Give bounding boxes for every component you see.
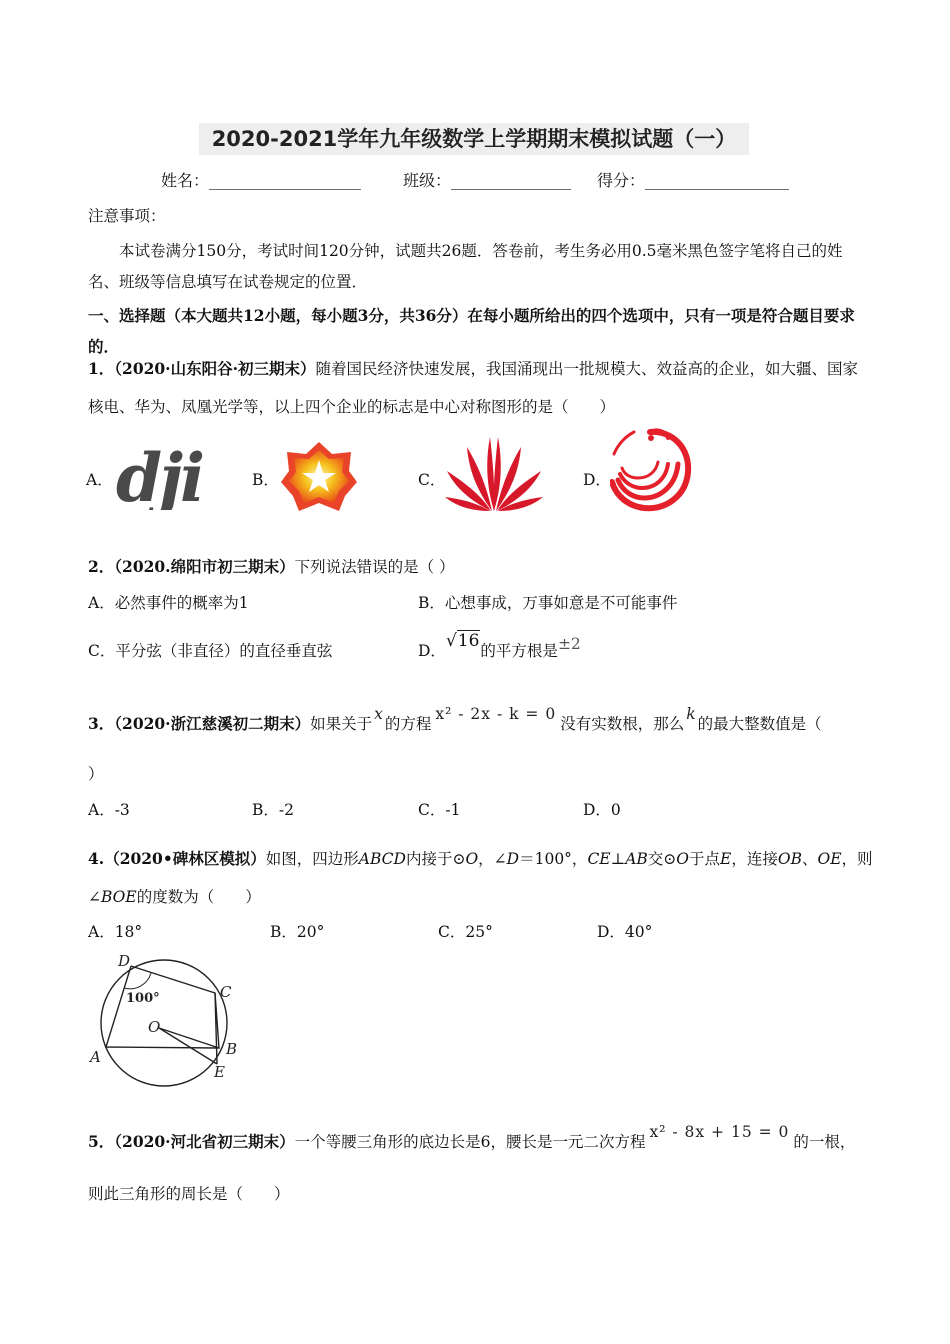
q5-stem-1: 一个等腰三角形的底边长是6，腰长是一元二次方程 xyxy=(294,1133,646,1151)
name-label: 姓名： xyxy=(161,171,210,190)
question-2 xyxy=(88,555,455,577)
q4-text: ，连接 xyxy=(731,850,778,868)
q3-stem-3: 没有实数根，那么 xyxy=(560,715,685,733)
segment-ce xyxy=(215,993,217,1064)
q4-var: ABCD xyxy=(358,850,406,868)
q1-source: （2020·山东阳谷·初三期末） xyxy=(114,359,316,378)
q4-text: ＝100°， xyxy=(519,850,588,868)
label-b: B xyxy=(226,1040,238,1058)
q4-text: ，∠ xyxy=(478,850,507,868)
q1-stem: 随着国民经济快速发展，我国涌现出一批规模大、效益高的企业，如大疆、国家核电、华为、凤凰光学等，以上四个企业的标志是中心对称图形的是（ ） xyxy=(88,360,858,416)
q4-text: 如图，四边形 xyxy=(265,850,359,868)
sqrt-radicand: 16 xyxy=(457,631,480,651)
score-label: 得分： xyxy=(597,171,646,190)
q4-var: OE xyxy=(817,850,842,868)
q3-option-c[interactable]: C．-1 xyxy=(418,801,461,819)
q4-text: 、 xyxy=(801,850,818,868)
q3-stem-2: 的方程 xyxy=(384,715,432,733)
score-blank: __________________ xyxy=(645,171,790,190)
label-e: E xyxy=(214,1063,225,1081)
huawei-logo[interactable] xyxy=(443,433,545,517)
segment-ob xyxy=(159,1028,219,1048)
dji-logo-text: dji xyxy=(116,446,203,510)
q3-stem-1: 如果关于 xyxy=(310,715,373,733)
q4-var: CE xyxy=(587,850,611,868)
exam-title: 2020-2021学年九年级数学上学期期末模拟试题（一） xyxy=(199,123,749,155)
q2-option-d-suffix: 的平方根是 xyxy=(480,642,558,660)
label-c: C xyxy=(220,983,232,1001)
q4-text: 于点 xyxy=(689,850,721,868)
q2-option-d[interactable] xyxy=(418,631,581,661)
q1-option-b-label: B． xyxy=(252,471,279,489)
q5-number: 5． xyxy=(88,1132,115,1151)
q1-option-c-label: C． xyxy=(418,471,446,489)
q3-var-x: x xyxy=(374,705,383,723)
q2-option-c[interactable]: C．平分弦（非直径）的直径垂直弦 xyxy=(88,642,333,660)
segment-oe xyxy=(159,1028,217,1064)
dji-logo[interactable] xyxy=(114,446,229,514)
q2-stem: 下列说法错误的是（ ） xyxy=(294,558,455,576)
q3-equation: x² - 2x - k = 0 xyxy=(435,705,557,723)
question-1 xyxy=(88,350,873,426)
q4-option-c[interactable]: C．25° xyxy=(438,923,493,941)
question-4 xyxy=(88,840,873,916)
q4-text: 的度数为（ ） xyxy=(136,888,261,906)
q4-option-b[interactable]: B．20° xyxy=(270,923,325,941)
q4-source: （2020•碑林区模拟） xyxy=(104,849,266,868)
q3-number: 3． xyxy=(88,714,115,733)
question-5 xyxy=(88,1123,856,1152)
q4-var: D xyxy=(506,850,520,868)
phoenix-logo[interactable] xyxy=(610,426,692,516)
label-o: O xyxy=(148,1018,161,1036)
q4-option-a[interactable]: A．18° xyxy=(88,923,143,941)
q3-source: （2020·浙江慈溪初二期末） xyxy=(114,714,311,733)
q5-stem-2: 的一根， xyxy=(793,1133,856,1151)
q4-var: E xyxy=(720,850,732,868)
q4-text: 交⊙ xyxy=(647,850,677,868)
notice-heading: 注意事项： xyxy=(88,207,166,225)
q4-var: O xyxy=(676,850,690,868)
angle-label: 100° xyxy=(126,991,160,1006)
q1-option-a-label: A． xyxy=(86,471,113,489)
q5-equation: x² - 8x + 15 = 0 xyxy=(649,1123,790,1141)
q2-option-b[interactable]: B．心想事成，万事如意是不可能事件 xyxy=(418,594,678,612)
q4-number: 4. xyxy=(88,849,105,868)
q4-text: ，则∠ xyxy=(88,850,873,906)
section1-heading: 一、选择题（本大题共12小题，每小题3分，共36分）在每小题所给出的四个选项中，只有一项是符合题目要求的． xyxy=(88,306,855,356)
class-field[interactable] xyxy=(403,168,571,191)
q1-number: 1． xyxy=(88,359,115,378)
quad-abcd xyxy=(106,966,219,1048)
q3-option-d[interactable]: D．0 xyxy=(583,801,621,819)
sqrt-symbol: √16 xyxy=(445,631,480,651)
q4-text: ⊥ xyxy=(610,850,626,868)
q2-option-a[interactable]: A．必然事件的概率为1 xyxy=(88,594,249,612)
q2-number: 2． xyxy=(88,557,115,576)
q3-stem-4: 的最大整数值是（ xyxy=(697,715,822,733)
q3-stem-close: ） xyxy=(88,765,104,783)
name-field[interactable] xyxy=(161,168,361,191)
q3-option-a[interactable]: A．-3 xyxy=(88,801,130,819)
q4-text: 内接于⊙ xyxy=(405,850,466,868)
notice-body: 本试卷满分150分，考试时间120分钟，试题共26题．答卷前，考生务必用0.5毫米黑色签字笔将自己的姓名、班级等信息填写在试卷规定的位置． xyxy=(88,242,843,291)
q1-option-d-label: D． xyxy=(583,471,611,489)
q4-option-d[interactable]: D．40° xyxy=(597,923,653,941)
q4-var: OB xyxy=(777,850,802,868)
nuclear-logo[interactable] xyxy=(279,440,359,516)
q2-option-d-value: ±2 xyxy=(557,635,581,653)
label-d: D xyxy=(118,952,131,970)
name-blank: ___________________ xyxy=(209,171,362,190)
q5-source: （2020·河北省初三期末） xyxy=(114,1132,295,1151)
circle-o xyxy=(101,960,227,1086)
q3-option-b[interactable]: B．-2 xyxy=(252,801,294,819)
score-field[interactable] xyxy=(597,168,789,191)
q4-figure xyxy=(86,950,246,1094)
q2-source: （2020.绵阳市初三期末） xyxy=(114,557,295,576)
q3-var-k: k xyxy=(686,705,696,723)
label-a: A xyxy=(90,1048,101,1066)
class-label: 班级： xyxy=(403,171,452,190)
q4-var: BOE xyxy=(101,888,137,906)
q4-var: AB xyxy=(625,850,648,868)
q4-var: O xyxy=(465,850,479,868)
q2-option-d-prefix: D． xyxy=(418,642,446,660)
class-blank: _______________ xyxy=(451,171,572,190)
question-3 xyxy=(88,705,822,734)
q5-stem-3: 则此三角形的周长是（ ） xyxy=(88,1185,290,1203)
